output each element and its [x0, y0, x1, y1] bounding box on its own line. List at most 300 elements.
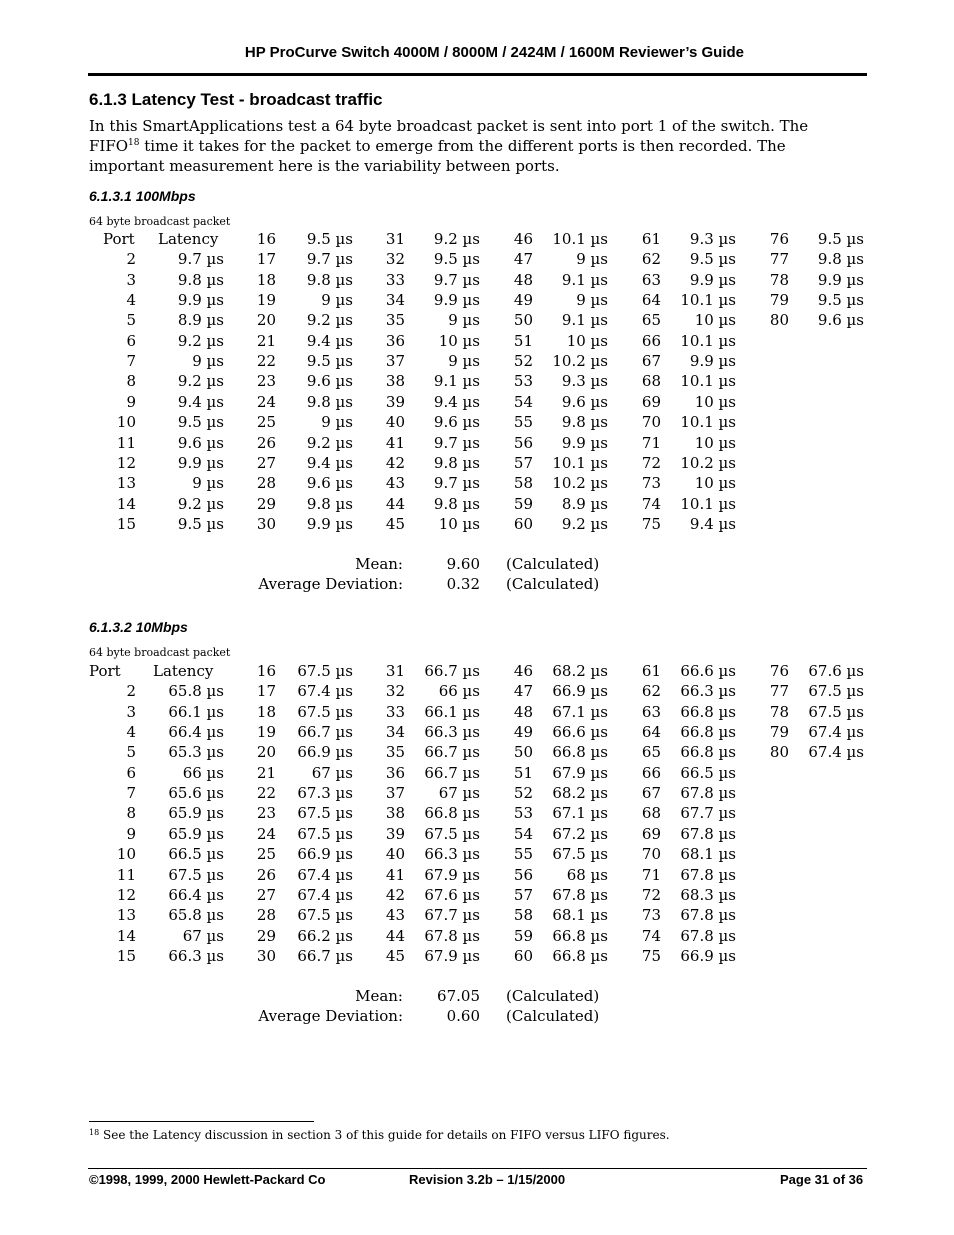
port-number: 61 — [641, 662, 661, 680]
port-number: 17 — [256, 250, 276, 269]
port-number: 66 — [641, 763, 661, 782]
latency-value: 66.3 µs — [424, 723, 480, 742]
latency-value: 9.5 µs — [177, 514, 224, 533]
footnote-number: 18 — [89, 1128, 100, 1137]
latency-value: 9.5 µs — [817, 291, 864, 310]
latency-value: 66.3 µs — [424, 845, 480, 864]
latency-value: 66 µs — [438, 682, 480, 701]
header-rule — [88, 73, 867, 76]
latency-value: 66.1 µs — [168, 702, 224, 721]
latency-value: 66.7 µs — [424, 763, 480, 782]
latency-value: 9.9 µs — [177, 291, 224, 310]
port-number: 49 — [513, 291, 533, 310]
port-number: 77 — [769, 250, 789, 269]
port-number: 28 — [256, 906, 276, 925]
port-number: 19 — [256, 291, 276, 310]
latency-value: 66.7 µs — [424, 662, 480, 680]
latency-value: 68.1 µs — [552, 906, 608, 925]
latency-value: 9.6 µs — [306, 474, 353, 493]
port-number: 61 — [641, 230, 661, 248]
port-number: 5 — [126, 743, 136, 762]
latency-value: 9.8 µs — [177, 270, 224, 289]
port-number: 68 — [641, 372, 661, 391]
latency-value: 9 µs — [321, 291, 353, 310]
port-number: 30 — [256, 946, 276, 965]
latency-value: 67.8 µs — [680, 906, 736, 925]
latency-value: 67.4 µs — [808, 743, 864, 762]
port-number: 57 — [513, 453, 533, 472]
latency-value: 9.3 µs — [689, 230, 736, 248]
average-deviation-note: (Calculated) — [506, 575, 600, 594]
port-number: 78 — [769, 270, 789, 289]
port-number: 65 — [641, 311, 661, 330]
port-number: 80 — [769, 311, 789, 330]
port-number: 20 — [256, 743, 276, 762]
port-number: 53 — [513, 372, 533, 391]
latency-value: 66.9 µs — [297, 743, 353, 762]
port-number: 22 — [256, 784, 276, 803]
port-number: 30 — [256, 514, 276, 533]
latency-value: 8.9 µs — [177, 311, 224, 330]
port-number: 60 — [513, 946, 533, 965]
latency-value: 10.1 µs — [680, 413, 736, 432]
port-number: 37 — [385, 784, 405, 803]
port-number: 25 — [256, 845, 276, 864]
port-number: 63 — [641, 702, 661, 721]
latency-value: 9.9 µs — [177, 453, 224, 472]
port-number: 39 — [385, 824, 405, 843]
port-number: 6 — [126, 331, 136, 350]
latency-value: 9.6 µs — [306, 372, 353, 391]
port-number: 52 — [513, 352, 533, 371]
port-number: 4 — [126, 723, 136, 742]
latency-value: 66.4 µs — [168, 723, 224, 742]
latency-value: 65.6 µs — [168, 784, 224, 803]
port-number: 38 — [385, 372, 405, 391]
latency-value: 9.2 µs — [177, 372, 224, 391]
latency-value: 10.1 µs — [680, 372, 736, 391]
port-number: 22 — [256, 352, 276, 371]
port-number: 67 — [641, 352, 661, 371]
port-number: 31 — [385, 230, 405, 248]
port-number: 41 — [385, 433, 405, 452]
latency-value: 68.1 µs — [680, 845, 736, 864]
column-header-latency: Latency — [158, 230, 219, 248]
port-number: 55 — [513, 413, 533, 432]
latency-value: 9 µs — [448, 311, 480, 330]
port-number: 13 — [116, 474, 136, 493]
port-number: 36 — [385, 331, 405, 350]
latency-value: 67.4 µs — [297, 865, 353, 884]
latency-value: 67.5 µs — [297, 824, 353, 843]
latency-value: 10 µs — [694, 311, 736, 330]
port-number: 10 — [116, 845, 136, 864]
port-number: 35 — [385, 743, 405, 762]
latency-value: 10.1 µs — [680, 331, 736, 350]
latency-value: 67.5 µs — [168, 865, 224, 884]
latency-value: 67.8 µs — [680, 926, 736, 945]
port-number: 34 — [385, 723, 405, 742]
latency-value: 10.1 µs — [552, 453, 608, 472]
port-number: 41 — [385, 865, 405, 884]
latency-value: 9 µs — [192, 474, 224, 493]
port-number: 47 — [513, 682, 533, 701]
mean-label: Mean: — [355, 555, 403, 573]
latency-value: 9.9 µs — [817, 270, 864, 289]
latency-value: 67.6 µs — [808, 662, 864, 680]
latency-value: 9 µs — [321, 413, 353, 432]
port-number: 12 — [116, 885, 136, 904]
latency-value: 68 µs — [566, 865, 608, 884]
latency-value: 67 µs — [311, 763, 353, 782]
port-number: 2 — [126, 682, 136, 701]
port-number: 28 — [256, 474, 276, 493]
port-number: 51 — [513, 331, 533, 350]
port-number: 27 — [256, 885, 276, 904]
latency-value: 9.9 µs — [433, 291, 480, 310]
latency-value: 67.7 µs — [680, 804, 736, 823]
footer-revision: Revision 3.2b – 1/15/2000 — [409, 1172, 566, 1187]
latency-value: 9.5 µs — [689, 250, 736, 269]
table-heading: 6.1.3.2 10Mbps — [89, 619, 188, 635]
latency-value: 66.9 µs — [680, 946, 736, 965]
port-number: 79 — [769, 291, 789, 310]
latency-value: 9 µs — [448, 352, 480, 371]
latency-value: 9.8 µs — [817, 250, 864, 269]
port-number: 3 — [126, 270, 136, 289]
latency-value: 9.5 µs — [306, 230, 353, 248]
latency-value: 10.2 µs — [552, 474, 608, 493]
latency-value: 67.8 µs — [552, 885, 608, 904]
mean-value: 9.60 — [446, 555, 480, 573]
port-number: 53 — [513, 804, 533, 823]
port-number: 65 — [641, 743, 661, 762]
latency-value: 67.4 µs — [297, 682, 353, 701]
port-number: 54 — [513, 392, 533, 411]
footnote — [89, 1128, 670, 1142]
average-deviation-note: (Calculated) — [506, 1007, 600, 1026]
latency-value: 68.3 µs — [680, 885, 736, 904]
latency-value: 9 µs — [576, 250, 608, 269]
latency-value: 65.9 µs — [168, 804, 224, 823]
latency-value: 67.8 µs — [424, 926, 480, 945]
port-number: 50 — [513, 743, 533, 762]
latency-value: 9.1 µs — [561, 270, 608, 289]
port-number: 24 — [256, 824, 276, 843]
port-number: 16 — [256, 230, 276, 248]
port-number: 68 — [641, 804, 661, 823]
mean-note: (Calculated) — [506, 555, 600, 573]
running-header: HP ProCurve Switch 4000M / 8000M / 2424M / 1600M Reviewer’s Guide — [244, 44, 744, 61]
latency-value: 67.6 µs — [424, 885, 480, 904]
port-number: 23 — [256, 804, 276, 823]
port-number: 75 — [641, 946, 661, 965]
latency-value: 67.3 µs — [297, 784, 353, 803]
footer-rule — [88, 1168, 867, 1169]
port-number: 70 — [641, 413, 661, 432]
latency-value: 10 µs — [438, 514, 480, 533]
port-number: 43 — [385, 906, 405, 925]
latency-value: 10 µs — [694, 474, 736, 493]
latency-value: 9.9 µs — [561, 433, 608, 452]
port-number: 73 — [641, 474, 661, 493]
latency-value: 67.9 µs — [552, 763, 608, 782]
port-number: 21 — [256, 331, 276, 350]
latency-value: 10.2 µs — [552, 352, 608, 371]
latency-value: 9.5 µs — [817, 230, 864, 248]
port-number: 18 — [256, 702, 276, 721]
port-number: 14 — [116, 926, 136, 945]
port-number: 23 — [256, 372, 276, 391]
port-number: 33 — [385, 270, 405, 289]
latency-value: 66.8 µs — [680, 743, 736, 762]
latency-value: 9.8 µs — [306, 392, 353, 411]
latency-value: 10.2 µs — [680, 453, 736, 472]
latency-value: 9.2 µs — [561, 514, 608, 533]
latency-value: 66 µs — [182, 763, 224, 782]
port-number: 10 — [116, 413, 136, 432]
latency-value: 9 µs — [192, 352, 224, 371]
latency-value: 66.6 µs — [552, 723, 608, 742]
port-number: 4 — [126, 291, 136, 310]
latency-value: 9.7 µs — [433, 270, 480, 289]
port-number: 55 — [513, 845, 533, 864]
port-number: 72 — [641, 453, 661, 472]
latency-value: 9.6 µs — [177, 433, 224, 452]
footer-copyright: ©1998, 1999, 2000 Hewlett-Packard Co — [89, 1172, 326, 1187]
port-number: 74 — [641, 494, 661, 513]
port-number: 14 — [116, 494, 136, 513]
port-number: 29 — [256, 494, 276, 513]
port-number: 59 — [513, 926, 533, 945]
latency-value: 67.1 µs — [552, 804, 608, 823]
port-number: 32 — [385, 250, 405, 269]
latency-value: 9.1 µs — [433, 372, 480, 391]
latency-value: 66.5 µs — [168, 845, 224, 864]
port-number: 59 — [513, 494, 533, 513]
latency-value: 67.8 µs — [680, 824, 736, 843]
latency-value: 66.5 µs — [680, 763, 736, 782]
port-number: 15 — [116, 514, 136, 533]
latency-value: 9.1 µs — [561, 311, 608, 330]
port-number: 60 — [513, 514, 533, 533]
latency-value: 67.8 µs — [680, 865, 736, 884]
mean-value: 67.05 — [437, 987, 480, 1005]
port-number: 46 — [513, 662, 533, 680]
port-number: 35 — [385, 311, 405, 330]
port-number: 9 — [126, 392, 136, 411]
latency-value: 67.5 µs — [297, 662, 353, 680]
port-number: 57 — [513, 885, 533, 904]
average-deviation-label: Average Deviation: — [258, 575, 403, 594]
port-number: 76 — [769, 662, 789, 680]
latency-value: 66.7 µs — [297, 946, 353, 965]
latency-value: 67 µs — [182, 926, 224, 945]
footnote-text: See the Latency discussion in section 3 of this guide for details on FIFO versus LIFO figures. — [99, 1128, 670, 1142]
port-number: 72 — [641, 885, 661, 904]
port-number: 62 — [641, 250, 661, 269]
port-number: 12 — [116, 453, 136, 472]
latency-value: 9.8 µs — [433, 453, 480, 472]
port-number: 8 — [126, 372, 136, 391]
latency-value: 9.9 µs — [689, 352, 736, 371]
port-number: 24 — [256, 392, 276, 411]
latency-value: 67.5 µs — [297, 702, 353, 721]
port-number: 29 — [256, 926, 276, 945]
latency-value: 9.2 µs — [306, 311, 353, 330]
port-number: 6 — [126, 763, 136, 782]
latency-value: 66.2 µs — [297, 926, 353, 945]
port-number: 33 — [385, 702, 405, 721]
latency-value: 9.8 µs — [306, 494, 353, 513]
latency-value: 67.1 µs — [552, 702, 608, 721]
latency-value: 65.8 µs — [168, 906, 224, 925]
latency-value: 66.1 µs — [424, 702, 480, 721]
average-deviation-value: 0.32 — [446, 575, 480, 594]
latency-value: 9.4 µs — [689, 514, 736, 533]
intro-paragraph — [89, 116, 849, 176]
latency-value: 9.8 µs — [433, 494, 480, 513]
latency-value: 9.3 µs — [561, 372, 608, 391]
port-number: 16 — [256, 662, 276, 680]
port-number: 77 — [769, 682, 789, 701]
latency-value: 66.9 µs — [552, 682, 608, 701]
latency-value: 67.5 µs — [552, 845, 608, 864]
port-number: 40 — [385, 413, 405, 432]
latency-value: 9.2 µs — [177, 331, 224, 350]
port-number: 75 — [641, 514, 661, 533]
port-number: 42 — [385, 453, 405, 472]
latency-value: 67.4 µs — [808, 723, 864, 742]
latency-value: 9.4 µs — [177, 392, 224, 411]
column-header-port: Port — [103, 230, 135, 248]
port-number: 26 — [256, 433, 276, 452]
port-number: 32 — [385, 682, 405, 701]
port-number: 70 — [641, 845, 661, 864]
port-number: 78 — [769, 702, 789, 721]
port-number: 64 — [641, 291, 661, 310]
latency-value: 9.9 µs — [306, 514, 353, 533]
table-heading: 6.1.3.1 100Mbps — [89, 188, 196, 204]
port-number: 11 — [116, 433, 136, 452]
port-number: 18 — [256, 270, 276, 289]
section-heading: 6.1.3 Latency Test - broadcast traffic — [89, 90, 383, 109]
latency-value: 67.2 µs — [552, 824, 608, 843]
port-number: 80 — [769, 743, 789, 762]
latency-value: 66.8 µs — [680, 723, 736, 742]
latency-value: 10 µs — [694, 433, 736, 452]
latency-value: 67.4 µs — [297, 885, 353, 904]
latency-value: 66.7 µs — [424, 743, 480, 762]
latency-value: 68.2 µs — [552, 784, 608, 803]
latency-value: 9.8 µs — [306, 270, 353, 289]
port-number: 51 — [513, 763, 533, 782]
port-number: 64 — [641, 723, 661, 742]
latency-value: 66.8 µs — [552, 743, 608, 762]
latency-value: 9.5 µs — [306, 352, 353, 371]
port-number: 48 — [513, 270, 533, 289]
intro-text-after: time it takes for the packet to emerge from the different ports is then recorded. The important measurement here is the variability between ports. — [89, 137, 786, 175]
latency-value: 66.8 µs — [424, 804, 480, 823]
average-deviation-label: Average Deviation: — [258, 1007, 403, 1026]
latency-value: 66.9 µs — [297, 845, 353, 864]
latency-value: 67.5 µs — [808, 702, 864, 721]
port-number: 69 — [641, 824, 661, 843]
port-number: 58 — [513, 474, 533, 493]
port-number: 8 — [126, 804, 136, 823]
port-number: 48 — [513, 702, 533, 721]
latency-value: 10.1 µs — [680, 291, 736, 310]
port-number: 43 — [385, 474, 405, 493]
footer-page-number: Page 31 of 36 — [780, 1172, 864, 1187]
port-number: 74 — [641, 926, 661, 945]
latency-value: 66.4 µs — [168, 885, 224, 904]
latency-value: 66.8 µs — [552, 926, 608, 945]
latency-value: 65.8 µs — [168, 682, 224, 701]
footnote-rule — [89, 1121, 314, 1122]
port-number: 67 — [641, 784, 661, 803]
port-number: 54 — [513, 824, 533, 843]
latency-value: 9.6 µs — [561, 392, 608, 411]
column-header-port: Port — [89, 662, 121, 680]
average-deviation-value: 0.60 — [446, 1007, 480, 1026]
port-number: 66 — [641, 331, 661, 350]
port-number: 58 — [513, 906, 533, 925]
intro-text-before: In this SmartApplications test a 64 byte broadcast packet is sent into port 1 of the switch. The FIFO — [89, 117, 809, 155]
latency-value: 65.9 µs — [168, 824, 224, 843]
latency-value: 9.5 µs — [177, 413, 224, 432]
table-note: 64 byte broadcast packet — [89, 215, 231, 228]
latency-value: 9.9 µs — [689, 270, 736, 289]
port-number: 44 — [385, 494, 405, 513]
port-number: 62 — [641, 682, 661, 701]
latency-value: 9.7 µs — [306, 250, 353, 269]
port-number: 49 — [513, 723, 533, 742]
latency-value: 9.7 µs — [177, 250, 224, 269]
latency-value: 9.2 µs — [433, 230, 480, 248]
latency-value: 65.3 µs — [168, 743, 224, 762]
latency-value: 8.9 µs — [561, 494, 608, 513]
port-number: 17 — [256, 682, 276, 701]
port-number: 73 — [641, 906, 661, 925]
latency-value: 10.1 µs — [552, 230, 608, 248]
latency-value: 10.1 µs — [680, 494, 736, 513]
port-number: 9 — [126, 824, 136, 843]
latency-value: 67.5 µs — [297, 906, 353, 925]
latency-value: 9.2 µs — [177, 494, 224, 513]
latency-value: 9 µs — [576, 291, 608, 310]
port-number: 21 — [256, 763, 276, 782]
latency-value: 67.9 µs — [424, 946, 480, 965]
latency-value: 67.5 µs — [297, 804, 353, 823]
port-number: 71 — [641, 433, 661, 452]
latency-value: 10 µs — [694, 392, 736, 411]
port-number: 25 — [256, 413, 276, 432]
latency-value: 68.2 µs — [552, 662, 608, 680]
latency-value: 9.2 µs — [306, 433, 353, 452]
port-number: 79 — [769, 723, 789, 742]
port-number: 40 — [385, 845, 405, 864]
latency-value: 67.7 µs — [424, 906, 480, 925]
latency-value: 67.5 µs — [424, 824, 480, 843]
latency-value: 66.8 µs — [552, 946, 608, 965]
latency-value: 9.6 µs — [817, 311, 864, 330]
latency-value: 67.8 µs — [680, 784, 736, 803]
port-number: 56 — [513, 433, 533, 452]
port-number: 2 — [126, 250, 136, 269]
port-number: 45 — [385, 946, 405, 965]
latency-value: 10 µs — [566, 331, 608, 350]
